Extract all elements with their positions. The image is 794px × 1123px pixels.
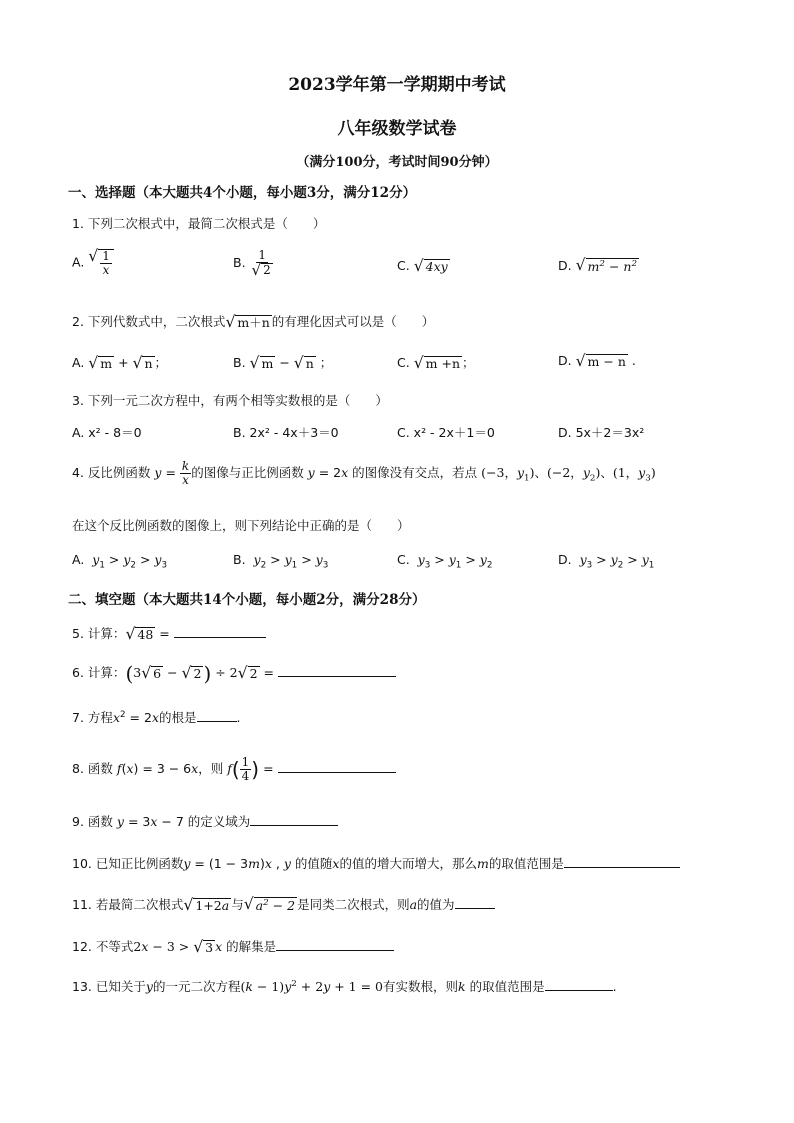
- q1-option-b: B. 1 √ 2: [233, 249, 275, 278]
- q1-option-a: A. √ $\frac{1}{x}$: [72, 249, 114, 277]
- q1-option-c: C. √ 4xy: [397, 256, 448, 275]
- q2-option-a: A. √ m + √ n ；: [72, 353, 168, 372]
- section-2-heading: 二、填空题（本大题共14个小题，每小题2分，满分28分）: [68, 592, 426, 608]
- q2-option-d: D. √ m − n .: [558, 351, 636, 370]
- question-3: 3. 下列一元二次方程中，有两个相等实数根的是（ ）: [72, 393, 388, 408]
- q1-b-formula: 1 √ 2: [251, 248, 271, 280]
- q12-answer-blank[interactable]: [276, 937, 394, 951]
- question-7: 7. 方程$x^2 = 2x$的根是 .: [72, 709, 241, 725]
- q2-option-b: B. √ m − √ n ；: [233, 353, 333, 372]
- q1-a-formula: √ $\frac{1}{x}$: [88, 249, 114, 277]
- q1-number: 1.: [72, 216, 84, 231]
- q7-answer-blank[interactable]: [197, 708, 237, 722]
- q1-option-d: D. √ $m^2 - n^2$: [558, 256, 638, 275]
- q4-option-d: D. $y_3 > y_2 > y_1$: [558, 552, 655, 571]
- q4-option-a: A. $y_1 > y_2 > y_3$: [72, 552, 168, 571]
- q5-answer-blank[interactable]: [174, 624, 266, 638]
- q4-option-b: B. $y_2 > y_1 > y_3$: [233, 552, 329, 571]
- question-11: 11. 若最简二次根式 √ 1+2a 与 √ $a^2 - 2$ 是同类二次根式，则a的值为: [72, 895, 495, 914]
- exam-subtitle: 八年级数学试卷: [337, 119, 457, 139]
- exam-note: （满分100分，考试时间90分钟）: [296, 155, 498, 170]
- q3-option-a: A. x² - 8＝0: [72, 425, 142, 440]
- q2-option-c: C. √ m +n ；: [397, 353, 475, 372]
- q1-c-formula: √ 4xy: [413, 256, 448, 275]
- question-4: 4. 反比例函数 y = $\frac{k}{x}$ 的图像与正比例函数 y = 2x 的图像没有交点，若点 (−3，$y_1$)、(−2，$y_2$)、(1，$y_3$): [72, 459, 656, 488]
- q11-answer-blank[interactable]: [455, 895, 495, 909]
- question-13: 13. 已知关于y的一元二次方程$(k - 1)y^2 + 2y + 1 = 0$有实数根，则k 的取值范围是 .: [72, 978, 617, 994]
- q3-option-c: C. x² - 2x＋1＝0: [397, 425, 495, 440]
- q4-option-c: C. $y_3 > y_1 > y_2$: [397, 552, 493, 571]
- q8-answer-blank[interactable]: [278, 759, 396, 773]
- section-1-heading: 一、选择题（本大题共4个小题，每小题3分，满分12分）: [68, 185, 417, 201]
- question-12: 12. 不等式2x − 3 > √ 3 x 的解集是: [72, 937, 394, 955]
- question-2: 2. 下列代数式中，二次根式 √ m＋n 的有理化因式可以是（ ）: [72, 312, 435, 331]
- q3-option-b: B. 2x² - 4x＋3＝0: [233, 425, 339, 440]
- q10-answer-blank[interactable]: [564, 854, 680, 868]
- question-6: 6. 计算：(3 √ 6 − √ 2 ) ÷ 2 √ 2 =: [72, 663, 396, 684]
- q1-text: 下列二次根式中，最简二次根式是（ ）: [87, 216, 326, 231]
- q13-answer-blank[interactable]: [545, 977, 613, 991]
- q3-option-d: D. 5x＋2＝3x²: [558, 425, 645, 440]
- q9-answer-blank[interactable]: [250, 812, 338, 826]
- question-1: [72, 214, 325, 232]
- exam-title: 2023学年第一学期期中考试: [288, 75, 506, 95]
- question-5: 5. 计算： √ 48 =: [72, 624, 266, 642]
- question-9: 9. 函数 y = 3x − 7 的定义域为: [72, 812, 338, 830]
- question-8: 8. 函数 f(x) = 3 − 6x，则 f( $\frac{1}{4}$ ) =: [72, 756, 396, 783]
- q4-line2: 在这个反比例函数的图像上，则下列结论中正确的是（ ）: [72, 518, 410, 533]
- q1-d-formula: √ $m^2 - n^2$: [575, 256, 638, 275]
- question-10: 10. 已知正比例函数y = (1 − 3m)x , y 的值随x的值的增大而增大，那么m的取值范围是: [72, 854, 680, 872]
- q6-answer-blank[interactable]: [278, 663, 396, 677]
